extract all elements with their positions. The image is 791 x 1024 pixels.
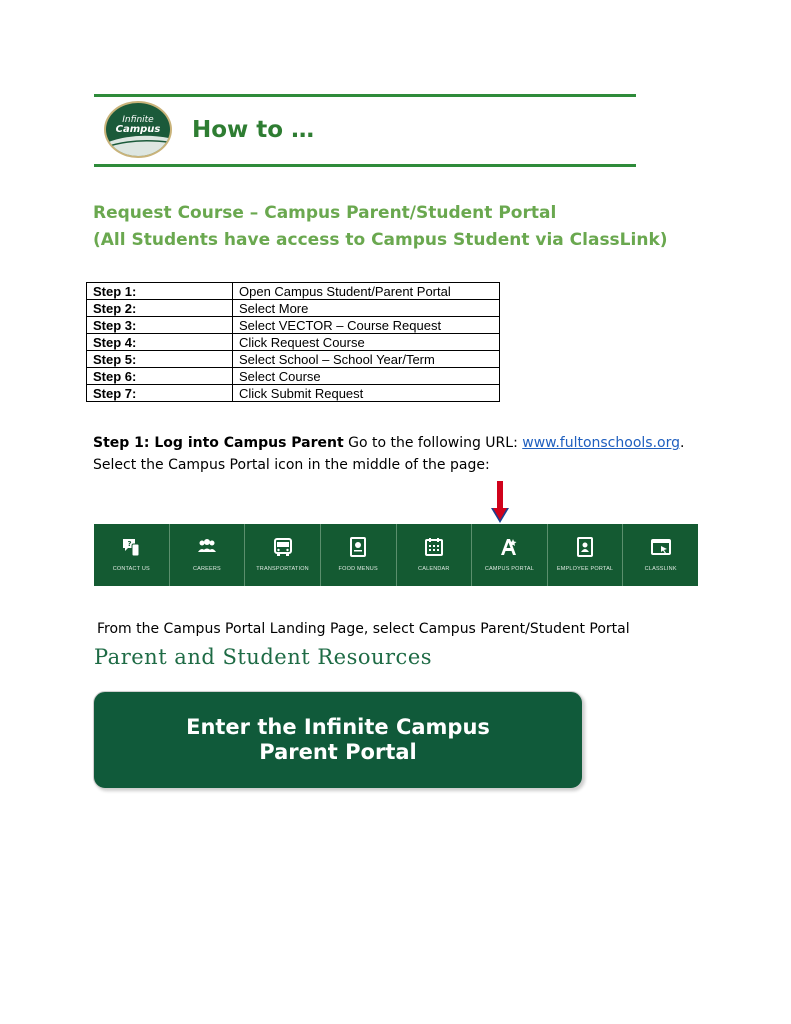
bottom-rule [94, 164, 636, 167]
step-action: Select More [233, 300, 500, 317]
tile-calendar[interactable] [397, 524, 473, 586]
tile-campus-portal[interactable] [472, 524, 548, 586]
table-row [87, 283, 500, 300]
fulton-schools-link[interactable]: www.fultonschools.org [522, 435, 680, 451]
district-icon-bar [94, 524, 698, 586]
tile-label: CALENDAR [418, 566, 450, 572]
tile-food-menus[interactable] [321, 524, 397, 586]
step1-text: Go to the following URL: [343, 435, 523, 451]
step-action: Click Request Course [233, 334, 500, 351]
step1-bold: Step 1: Log into Campus Parent [93, 435, 344, 451]
bus-icon [272, 536, 294, 558]
table-row [87, 368, 500, 385]
red-down-arrow-icon [491, 481, 509, 523]
table-row [87, 385, 500, 402]
table-row [87, 317, 500, 334]
logo-line1: Infinite [122, 115, 154, 125]
resources-title: Parent and Student Resources [94, 645, 433, 669]
tile-label: CAREERS [192, 566, 221, 572]
portal-button-line1: Enter the Infinite Campus [186, 715, 490, 739]
table-row [87, 334, 500, 351]
tile-label: EMPLOYEE PORTAL [556, 566, 614, 572]
campus-portal-icon [498, 536, 520, 558]
step-label: Step 1: [87, 283, 233, 300]
step1-instruction-line2: Select the Campus Portal icon in the middle of the page: [93, 457, 490, 473]
step-label: Step 3: [87, 317, 233, 334]
steps-table [86, 282, 500, 402]
enter-parent-portal-button[interactable] [93, 691, 583, 789]
tile-label: TRANSPORTATION [256, 566, 309, 572]
step-action: Open Campus Student/Parent Portal [233, 283, 500, 300]
section-heading-line1: Request Course – Campus Parent/Student Portal [93, 203, 557, 223]
food-menu-icon [347, 536, 369, 558]
classlink-icon [650, 536, 672, 558]
tile-contact-us[interactable] [94, 524, 170, 586]
portal-button-line2: Parent Portal [259, 740, 417, 764]
tile-careers[interactable] [170, 524, 246, 586]
step-label: Step 5: [87, 351, 233, 368]
landing-page-instruction: From the Campus Portal Landing Page, select Campus Parent/Student Portal [97, 621, 630, 637]
step-label: Step 7: [87, 385, 233, 402]
step-action: Click Submit Request [233, 385, 500, 402]
top-rule [94, 94, 636, 97]
people-icon [196, 536, 218, 558]
tile-label: CONTACT US [112, 566, 150, 572]
page-title: How to … [192, 117, 315, 143]
table-row [87, 300, 500, 317]
step-label: Step 4: [87, 334, 233, 351]
step-action: Select School – School Year/Term [233, 351, 500, 368]
tile-label: CLASSLINK [644, 566, 677, 572]
logo-line2: Campus [115, 124, 161, 135]
calendar-icon [423, 536, 445, 558]
svg-text:?: ? [127, 540, 132, 548]
infinite-campus-logo [104, 101, 172, 158]
step-action: Select VECTOR – Course Request [233, 317, 500, 334]
tile-employee-portal[interactable] [548, 524, 624, 586]
step1-end: . [679, 435, 685, 451]
tile-transportation[interactable] [245, 524, 321, 586]
step-action: Select Course [233, 368, 500, 385]
employee-portal-icon [574, 536, 596, 558]
tile-label: CAMPUS PORTAL [484, 566, 535, 572]
step-label: Step 2: [87, 300, 233, 317]
table-row [87, 351, 500, 368]
section-heading-line2: (All Students have access to Campus Student via ClassLink) [93, 230, 668, 250]
tile-label: FOOD MENUS [338, 566, 378, 572]
contact-icon [120, 536, 142, 558]
tile-classlink[interactable] [623, 524, 698, 586]
step-label: Step 6: [87, 368, 233, 385]
step1-instruction [93, 435, 684, 451]
